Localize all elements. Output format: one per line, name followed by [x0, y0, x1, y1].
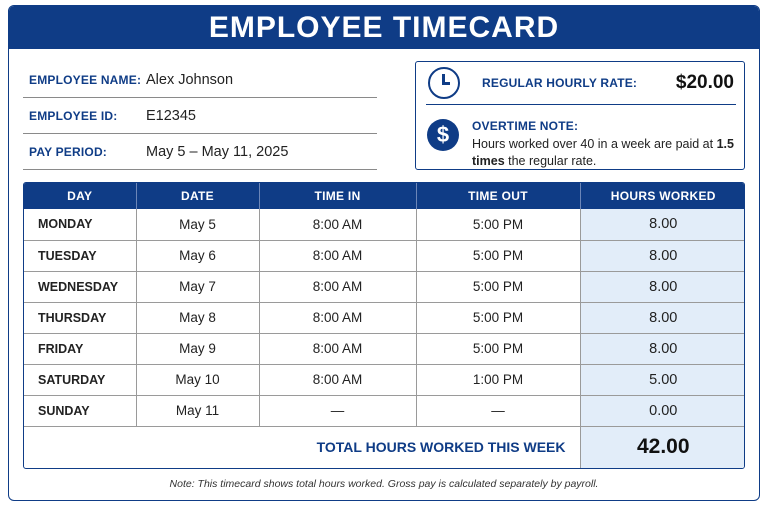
employee-name-row — [23, 62, 377, 98]
hours-cell: 8.00 — [580, 302, 745, 333]
day-cell: SATURDAY — [24, 364, 136, 395]
column-header-hours: HOURS WORKED — [580, 183, 745, 209]
time-out-cell: 5:00 PM — [416, 302, 580, 333]
time-in-cell: 8:00 AM — [259, 209, 416, 240]
footnote: Note: This timecard shows total hours worked. Gross pay is calculated separately by payroll. — [169, 478, 599, 490]
timecard — [8, 5, 760, 501]
timesheet-table — [23, 182, 745, 469]
day-cell: SUNDAY — [24, 395, 136, 426]
date-cell: May 7 — [136, 271, 259, 302]
total-hours-value: 42.00 — [580, 426, 745, 468]
time-in-cell: 8:00 AM — [259, 271, 416, 302]
time-out-cell: 5:00 PM — [416, 333, 580, 364]
pay-period-value: May 5 – May 11, 2025 — [146, 143, 289, 160]
day-cell: TUESDAY — [24, 240, 136, 271]
table-header-row — [24, 183, 745, 209]
hours-cell: 8.00 — [580, 271, 745, 302]
table-row — [24, 333, 745, 364]
time-in-cell: 8:00 AM — [259, 302, 416, 333]
employee-id-row — [23, 98, 377, 134]
hours-cell: 8.00 — [580, 209, 745, 240]
hours-cell: 8.00 — [580, 333, 745, 364]
table-row — [24, 395, 745, 426]
time-out-cell: 5:00 PM — [416, 240, 580, 271]
date-cell: May 10 — [136, 364, 259, 395]
column-header-day: DAY — [24, 183, 136, 209]
date-cell: May 11 — [136, 395, 259, 426]
pay-period-row — [23, 134, 377, 170]
overtime-text-after: the regular rate. — [504, 154, 597, 168]
hours-cell: 5.00 — [580, 364, 745, 395]
time-in-cell: 8:00 AM — [259, 240, 416, 271]
time-out-cell: — — [416, 395, 580, 426]
date-cell: May 8 — [136, 302, 259, 333]
hourly-rate-row — [426, 62, 736, 105]
hours-cell: 0.00 — [580, 395, 745, 426]
time-in-cell: 8:00 AM — [259, 364, 416, 395]
table-row — [24, 209, 745, 240]
hourly-rate-value: $20.00 — [675, 72, 734, 93]
employee-name-value: Alex Johnson — [146, 71, 234, 88]
day-cell: THURSDAY — [24, 302, 136, 333]
column-header-date: DATE — [136, 183, 259, 209]
clock-icon — [428, 67, 460, 99]
total-row — [24, 426, 745, 468]
total-hours-label: TOTAL HOURS WORKED THIS WEEK — [24, 426, 580, 468]
day-cell: FRIDAY — [24, 333, 136, 364]
overtime-note-text — [472, 136, 740, 170]
hours-cell: 8.00 — [580, 240, 745, 271]
rate-panel — [415, 61, 745, 170]
overtime-note-label: OVERTIME NOTE: — [472, 119, 579, 133]
table-row — [24, 302, 745, 333]
day-cell: WEDNESDAY — [24, 271, 136, 302]
employee-name-label: EMPLOYEE NAME: — [29, 72, 142, 87]
employee-id-label: EMPLOYEE ID: — [29, 108, 118, 123]
table-row — [24, 364, 745, 395]
table-row — [24, 240, 745, 271]
date-cell: May 9 — [136, 333, 259, 364]
time-out-cell: 5:00 PM — [416, 209, 580, 240]
hourly-rate-label: REGULAR HOURLY RATE: — [482, 76, 638, 90]
overtime-text-before: Hours worked over 40 in a week are paid at — [472, 137, 717, 151]
time-in-cell: 8:00 AM — [259, 333, 416, 364]
employee-id-value: E12345 — [146, 107, 196, 124]
table-row — [24, 271, 745, 302]
date-cell: May 5 — [136, 209, 259, 240]
dollar-icon: $ — [427, 119, 459, 151]
date-cell: May 6 — [136, 240, 259, 271]
overtime-multiplier: 1.5 times — [472, 137, 734, 168]
page-title: EMPLOYEE TIMECARD — [9, 6, 759, 49]
time-out-cell: 1:00 PM — [416, 364, 580, 395]
pay-period-label: PAY PERIOD: — [29, 144, 108, 159]
day-cell: MONDAY — [24, 209, 136, 240]
time-in-cell: — — [259, 395, 416, 426]
time-out-cell: 5:00 PM — [416, 271, 580, 302]
column-header-time-out: TIME OUT — [416, 183, 580, 209]
column-header-time-in: TIME IN — [259, 183, 416, 209]
employee-info — [23, 62, 377, 170]
